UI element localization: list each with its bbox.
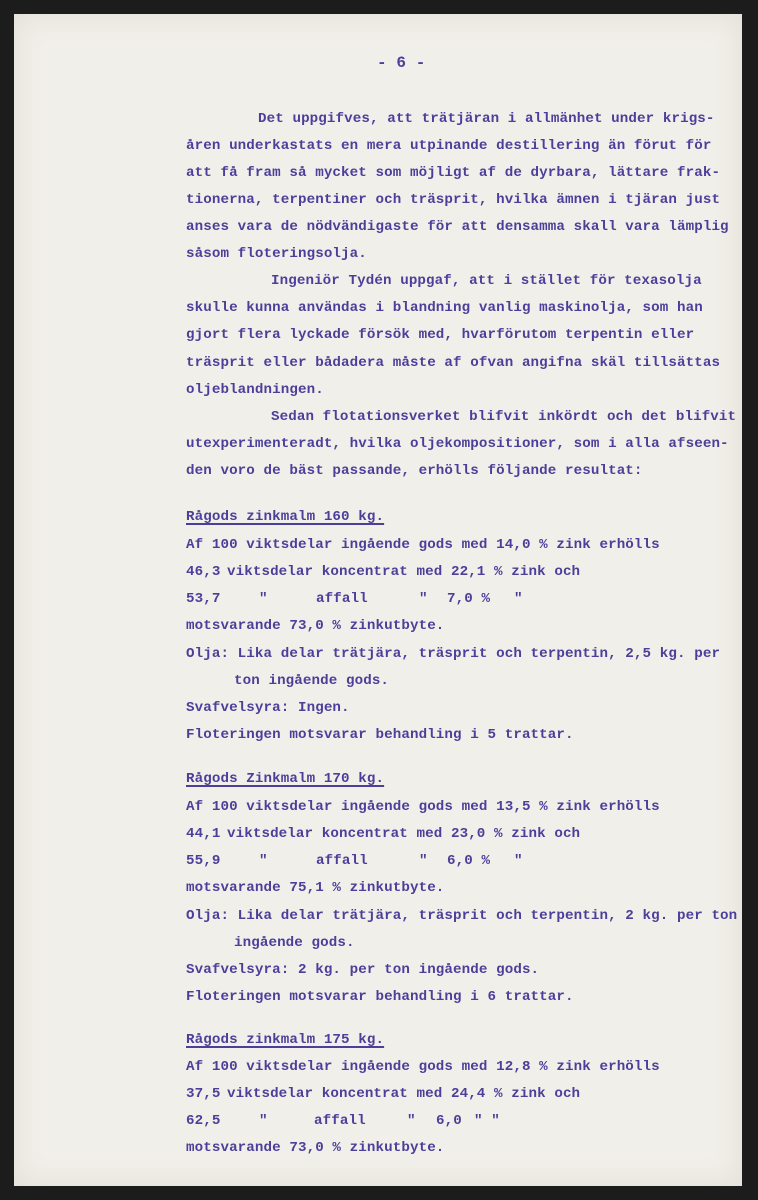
section-1-waste-value: 7,0 % [447, 591, 491, 607]
section-3-heading: Rågods zinkmalm 175 kg. [186, 1032, 385, 1048]
paragraph-2-line: gjort flera lyckade försök med, hvarförutom terpentin eller [186, 327, 695, 343]
section-2-waste-amount: 55,9 [186, 853, 221, 869]
section-1-concentrate-amount: 46,3 [186, 564, 221, 580]
paragraph-1-line: såsom floteringsolja. [186, 246, 367, 262]
section-2-waste-label: affall [316, 853, 368, 869]
document-sheet [14, 14, 742, 1186]
paragraph-2-line: träsprit eller bådadera måste af ofvan angifna skäl tillsättas [186, 355, 721, 371]
section-3-intro: Af 100 viktsdelar ingående gods med 12,8 % zink erhölls [186, 1059, 660, 1075]
ditto-mark: " " [474, 1113, 500, 1129]
ditto-mark: " [419, 853, 428, 869]
paragraph-1-line: anses vara de nödvändigaste för att densamma skall vara lämplig [186, 219, 729, 235]
section-2-oil-cont: ingående gods. [234, 935, 355, 951]
paragraph-1-line: tionerna, terpentiner och träsprit, hvilka ämnen i tjäran just [186, 192, 721, 208]
section-3-concentrate-text: viktsdelar koncentrat med 24,4 % zink och [227, 1086, 581, 1102]
section-1-acid: Svafvelsyra: Ingen. [186, 700, 350, 716]
section-3-waste-amount: 62,5 [186, 1113, 221, 1129]
section-2-concentrate-text: viktsdelar koncentrat med 23,0 % zink och [227, 826, 581, 842]
section-1-concentrate-text: viktsdelar koncentrat med 22,1 % zink och [227, 564, 581, 580]
section-2-result: motsvarande 75,1 % zinkutbyte. [186, 880, 445, 896]
ditto-mark: " [407, 1113, 416, 1129]
ditto-mark: " [259, 1113, 268, 1129]
section-2-waste-value: 6,0 % [447, 853, 491, 869]
section-1-intro: Af 100 viktsdelar ingående gods med 14,0 % zink erhölls [186, 537, 660, 553]
section-2-intro: Af 100 viktsdelar ingående gods med 13,5 % zink erhölls [186, 799, 660, 815]
paragraph-2-line: skulle kunna användas i blandning vanlig maskinolja, som han [186, 300, 703, 316]
section-1-oil: Olja: Lika delar trätjära, träsprit och terpentin, 2,5 kg. per [186, 646, 721, 662]
paragraph-2-line: oljeblandningen. [186, 382, 324, 398]
ditto-mark: " [514, 591, 523, 607]
section-3-waste-value: 6,0 [436, 1113, 462, 1129]
section-1-flotation: Floteringen motsvarar behandling i 5 trattar. [186, 727, 574, 743]
typed-page [14, 14, 742, 1186]
ditto-mark: " [419, 591, 428, 607]
section-2-acid: Svafvelsyra: 2 kg. per ton ingående gods. [186, 962, 540, 978]
section-2-oil: Olja: Lika delar trätjära, träsprit och terpentin, 2 kg. per ton [186, 908, 738, 924]
section-2-heading: Rågods Zinkmalm 170 kg. [186, 771, 385, 787]
paragraph-1-line: Det uppgifves, att trätjäran i allmänhet under krigs- [258, 111, 715, 127]
paragraph-2-line: Ingeniör Tydén uppgaf, att i stället för texasolja [271, 273, 702, 289]
ditto-mark: " [514, 853, 523, 869]
section-2-flotation: Floteringen motsvarar behandling i 6 trattar. [186, 989, 574, 1005]
paragraph-1-line: åren underkastats en mera utpinande destillering än förut för [186, 138, 712, 154]
section-1-waste-amount: 53,7 [186, 591, 221, 607]
section-1-oil-cont: ton ingående gods. [234, 673, 390, 689]
page-number: - 6 - [377, 54, 426, 72]
section-2-concentrate-amount: 44,1 [186, 826, 221, 842]
ditto-mark: " [259, 591, 268, 607]
ditto-mark: " [259, 853, 268, 869]
section-3-waste-label: affall [314, 1113, 366, 1129]
paragraph-3-line: den voro de bäst passande, erhölls följande resultat: [186, 463, 643, 479]
paragraph-3-line: Sedan flotationsverket blifvit inkördt och det blifvit [271, 409, 737, 425]
section-1-result: motsvarande 73,0 % zinkutbyte. [186, 618, 445, 634]
paragraph-3-line: utexperimenteradt, hvilka oljekompositioner, som i alla afseen- [186, 436, 729, 452]
section-3-result: motsvarande 73,0 % zinkutbyte. [186, 1140, 445, 1156]
paragraph-1-line: att få fram så mycket som möjligt af de dyrbara, lättare frak- [186, 165, 721, 181]
section-1-waste-label: affall [316, 591, 368, 607]
section-1-heading: Rågods zinkmalm 160 kg. [186, 509, 385, 525]
section-3-concentrate-amount: 37,5 [186, 1086, 221, 1102]
